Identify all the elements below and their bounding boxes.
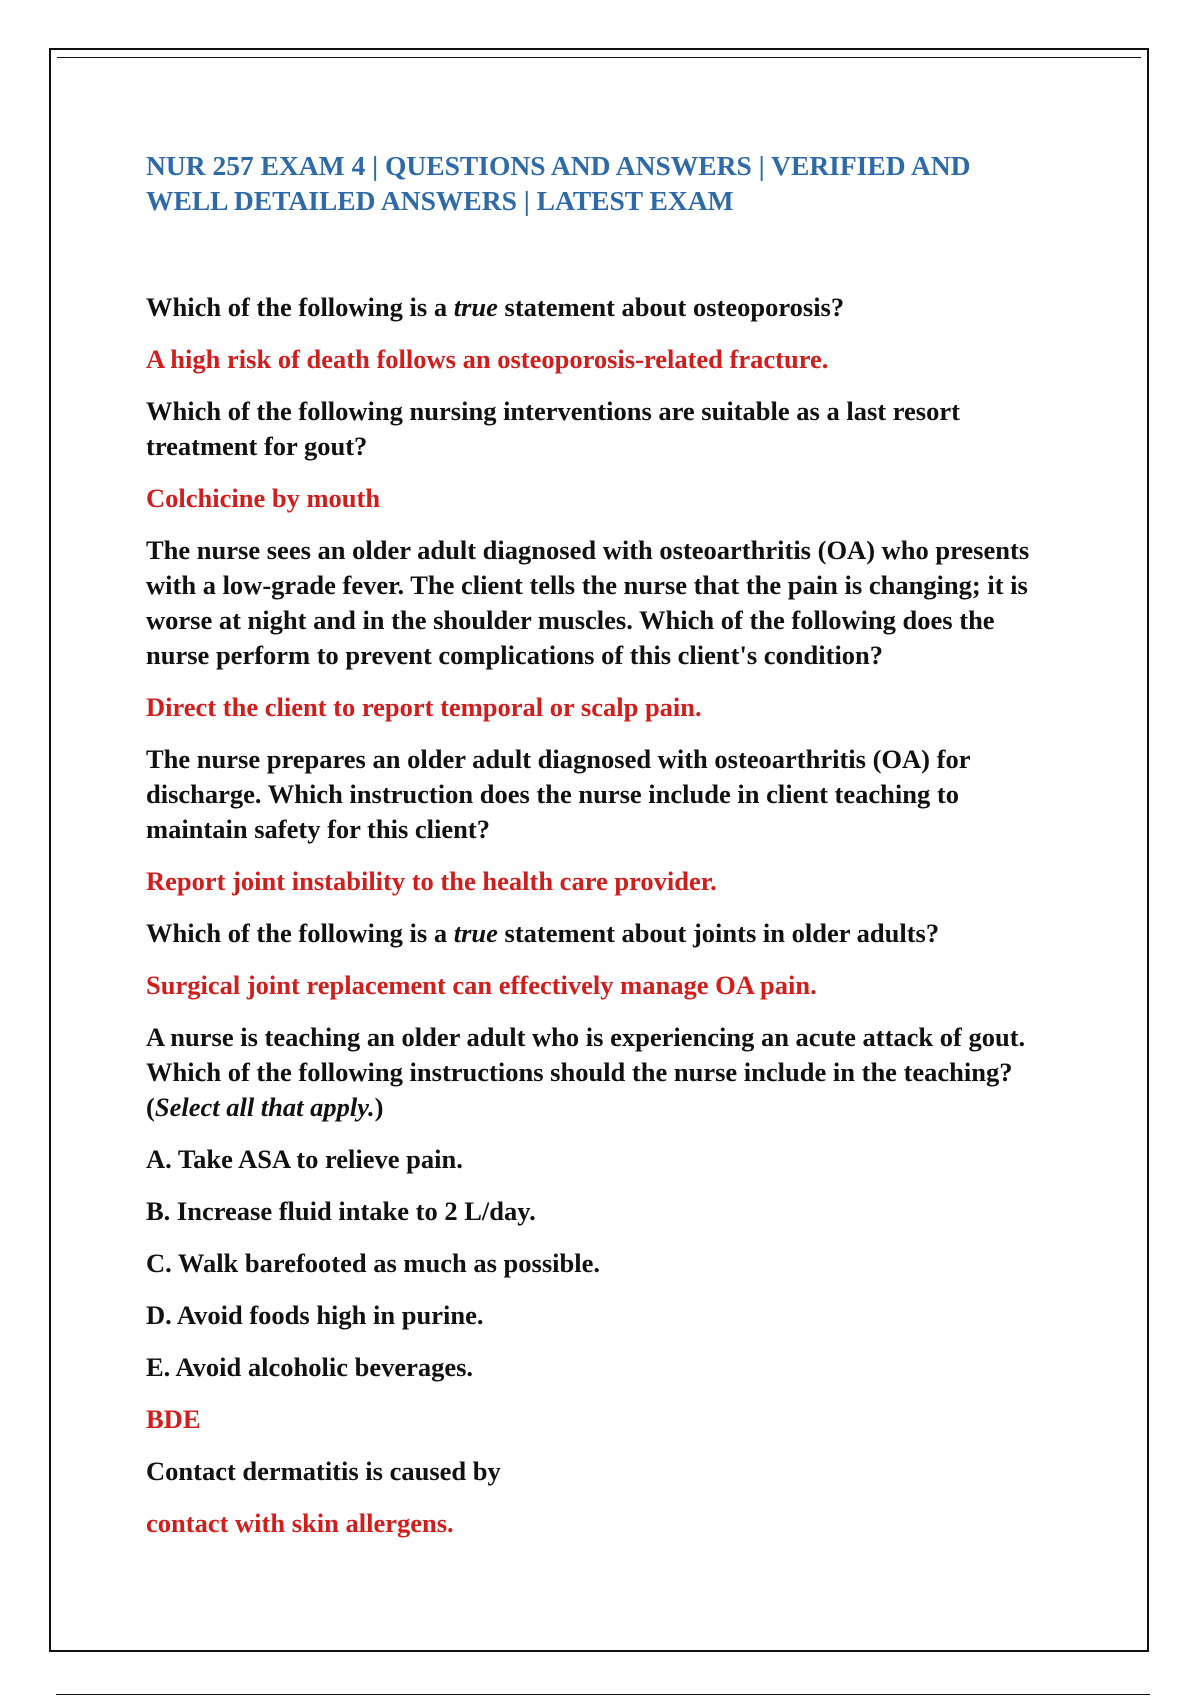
question-3: The nurse sees an older adult diagnosed with osteoarthritis (OA) who presents with a low-grade fever. The client tells the nurse that the pain is changing; it is worse at night and in the shoulder muscles. Which of the following does the nurse perform to prevent complications of this client's condition? — [146, 535, 1030, 670]
option-e: E. Avoid alcoholic beverages. — [146, 1352, 474, 1382]
emphasis: Select all that apply. — [154, 1092, 375, 1122]
question-text: statement about osteoporosis? — [497, 292, 845, 322]
answer-6: BDE — [146, 1404, 201, 1434]
answer-3: Direct the client to report temporal or scalp pain. — [146, 692, 702, 722]
question-2: Which of the following nursing interventions are suitable as a last resort treatment for gout? — [146, 396, 960, 461]
question-6 — [146, 1020, 1046, 1125]
question-text: ) — [374, 1092, 384, 1122]
document-title: NUR 257 EXAM 4 | QUESTIONS AND ANSWERS | VERIFIED AND WELL DETAILED ANSWERS | LATEST EXAM — [146, 150, 971, 216]
document-body — [146, 148, 1046, 1558]
answer-2: Colchicine by mouth — [146, 483, 381, 513]
footer-rule — [56, 1694, 1150, 1695]
question-1 — [146, 290, 1046, 325]
option-c: C. Walk barefooted as much as possible. — [146, 1248, 601, 1278]
question-4: The nurse prepares an older adult diagnosed with osteoarthritis (OA) for discharge. Which instruction does the nurse include in client teaching to maintain safety for this client? — [146, 744, 970, 844]
top-rule — [57, 57, 1141, 58]
option-b: B. Increase fluid intake to 2 L/day. — [146, 1196, 536, 1226]
option-a: A. Take ASA to relieve pain. — [146, 1144, 463, 1174]
answer-5: Surgical joint replacement can effectively manage OA pain. — [146, 970, 817, 1000]
question-text: statement about joints in older adults? — [497, 918, 940, 948]
answer-1: A high risk of death follows an osteoporosis-related fracture. — [146, 344, 829, 374]
emphasis: true — [453, 918, 498, 948]
emphasis: true — [453, 292, 498, 322]
answer-7: contact with skin allergens. — [146, 1508, 454, 1538]
question-7: Contact dermatitis is caused by — [146, 1456, 501, 1486]
question-text: Which of the following is a — [146, 292, 454, 322]
question-text: A nurse is teaching an older adult who is experiencing an acute attack of gout. Which of the following instructions should the nurse include in the teaching? ( — [146, 1022, 1026, 1122]
question-5 — [146, 916, 1046, 951]
question-text: Which of the following is a — [146, 918, 454, 948]
answer-4: Report joint instability to the health care provider. — [146, 866, 717, 896]
option-d: D. Avoid foods high in purine. — [146, 1300, 484, 1330]
